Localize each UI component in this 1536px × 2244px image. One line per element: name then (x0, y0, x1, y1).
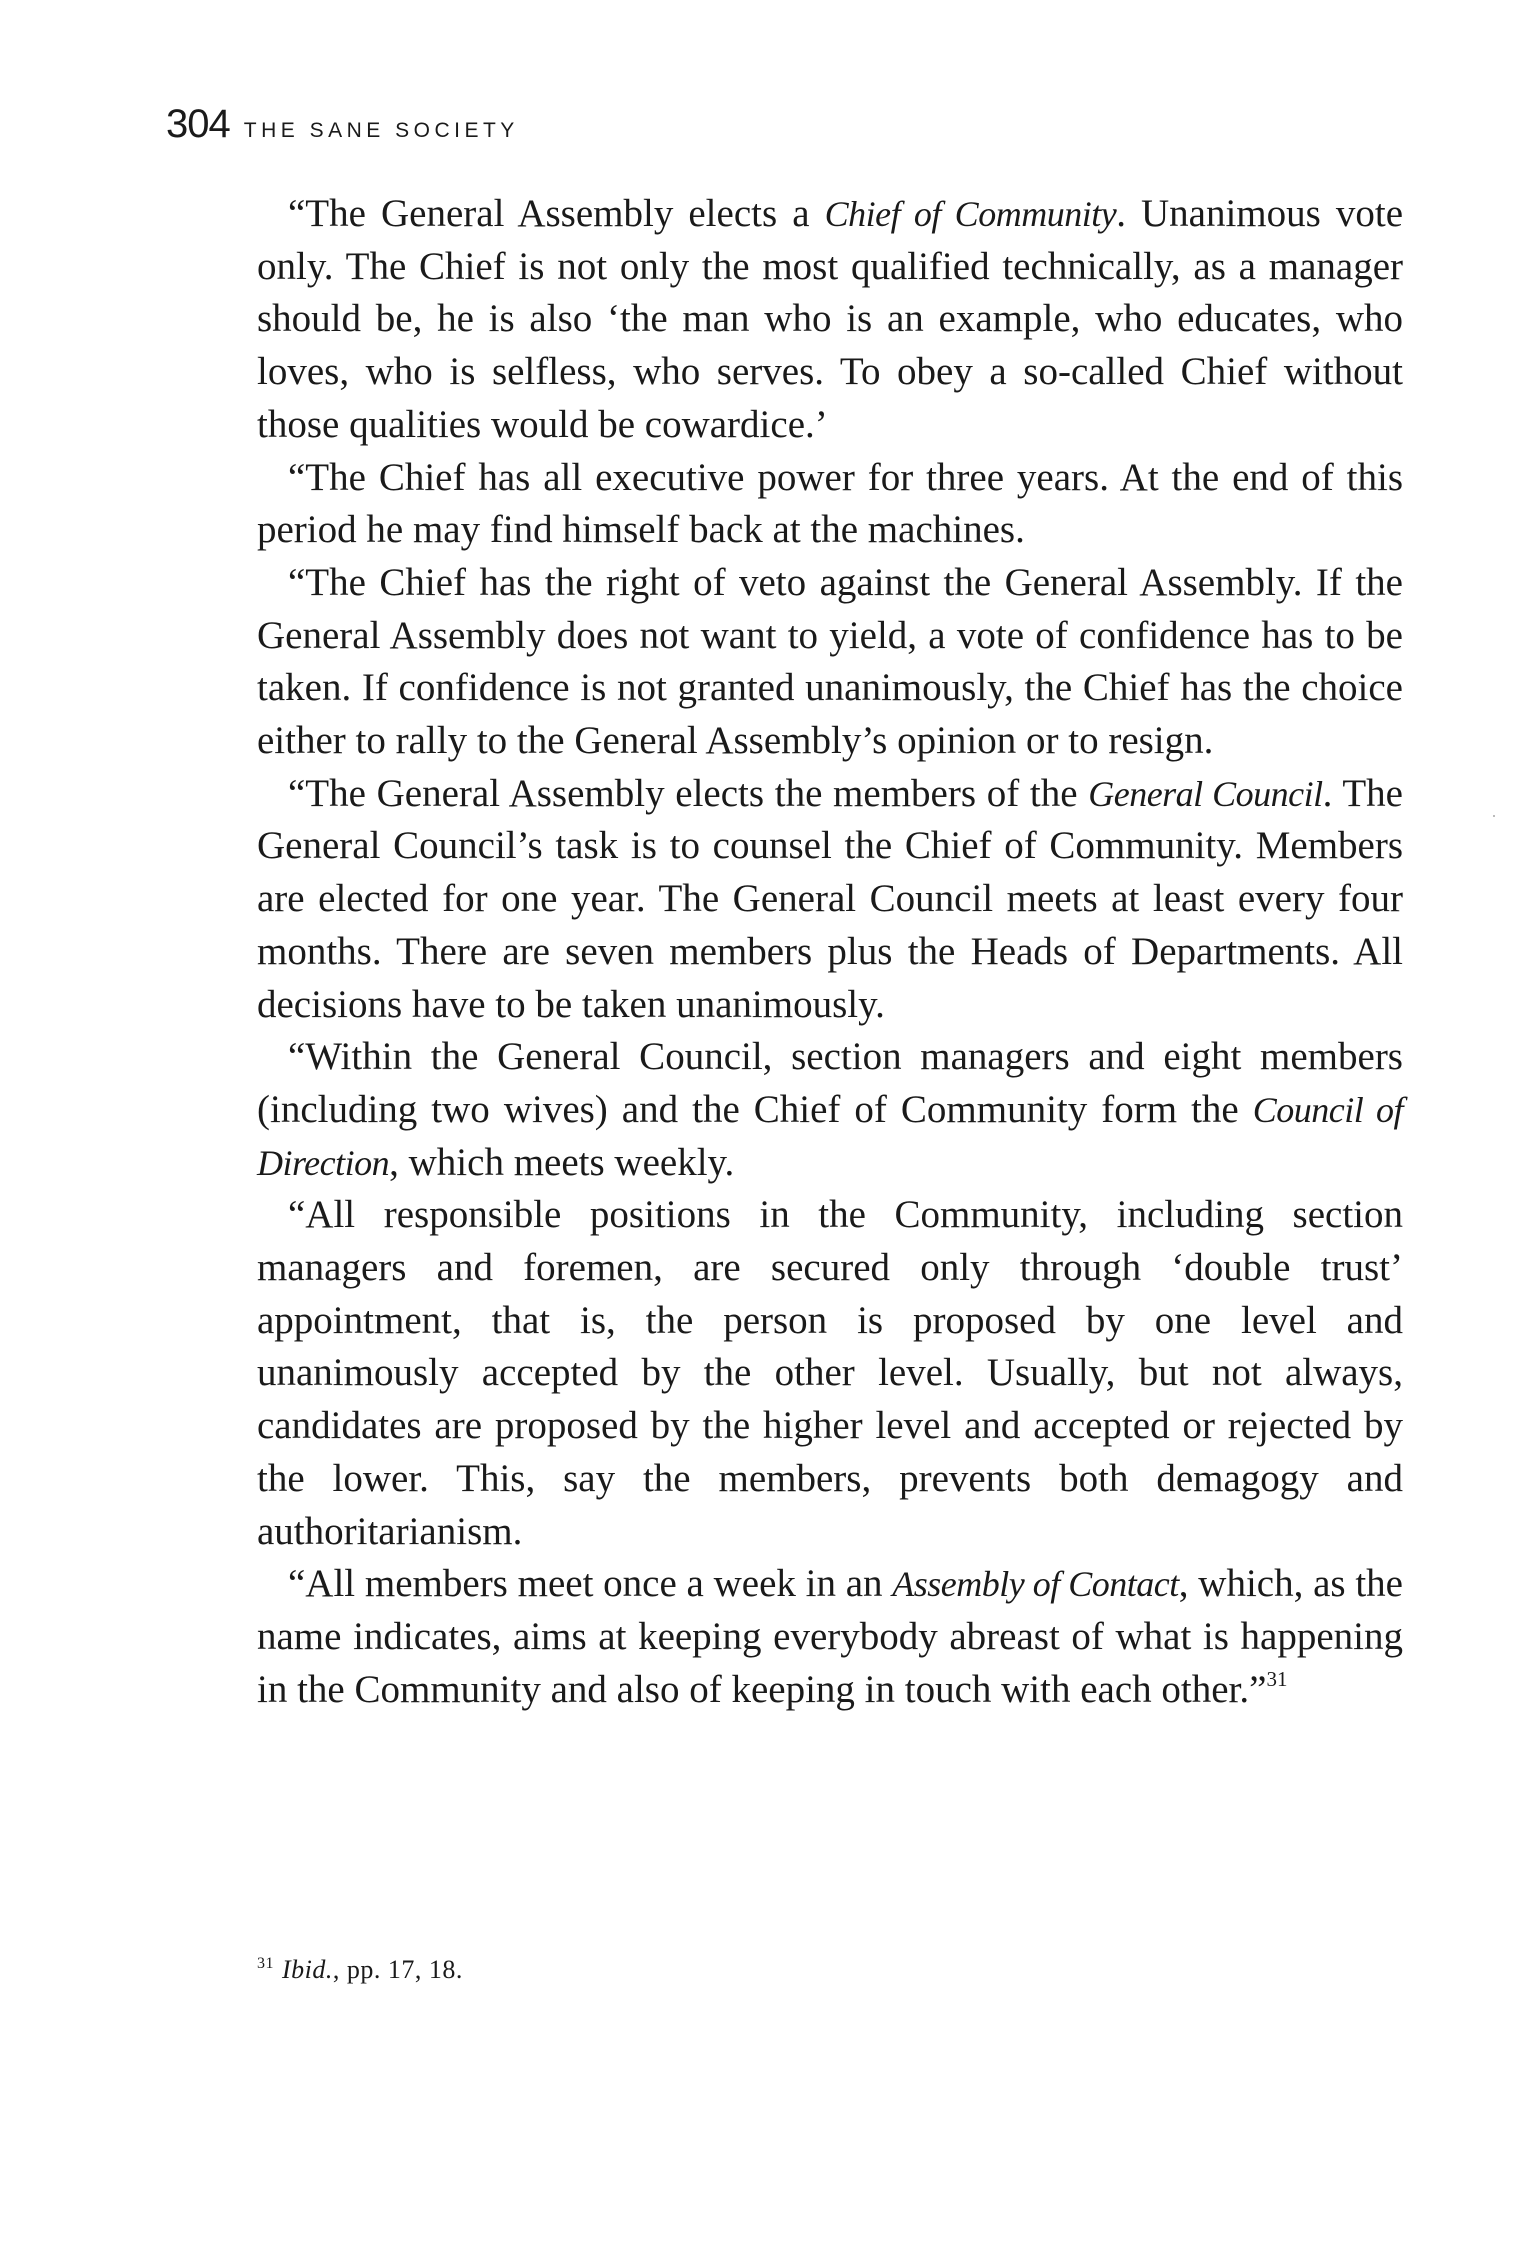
italic-term-assembly-of-contact: Assembly of Contact (892, 1564, 1179, 1605)
text-segment: . Unanimous vote only. The Chief is not only the most qualified technically, as a manager should be, he is also ‘the man who is an example, who educates, who loves, who is selfless, who serves. To obey a so-called Chief without those qualities would be cowardice.’ (257, 192, 1404, 446)
running-head (166, 102, 519, 147)
text-segment: , which meets weekly. (389, 1140, 735, 1184)
footnote-reference[interactable]: 31 (1266, 1666, 1288, 1691)
book-title: THE SANE SOCIETY (243, 119, 519, 142)
text-segment: , which, as the name indicates, aims at keeping everybody abreast of what is happening in the Community and also of keeping in touch with each other.” (257, 1562, 1403, 1711)
text-segment: “All members meet once a week in an (288, 1562, 893, 1606)
scan-speck (1493, 815, 1495, 817)
paragraph-executive-power (257, 452, 1403, 557)
text-segment: “The Chief has all executive power for three years. At the end of this period he may find himself back at the machines. (257, 455, 1403, 552)
footnote-source: Ibid. (282, 1955, 333, 1984)
footnote-marker: 31 (257, 1955, 274, 1972)
text-segment: “The Chief has the right of veto against the General Assembly. If the General Assembly does not want to yield, a vote of confidence has to be taken. If confidence is not granted unanimously, the Chief has the choice either to rally to the General Assembly’s opinion or to resign. (257, 560, 1403, 763)
paragraph-double-trust (257, 1189, 1403, 1558)
paragraph-council-of-direction (257, 1031, 1403, 1189)
body-text (257, 188, 1403, 1721)
paragraph-general-council (257, 768, 1403, 1032)
text-segment: “Within the General Council, section managers and eight members (including two wives) and the Chief of Community form the (257, 1035, 1403, 1131)
text-segment: “The General Assembly elects a (288, 192, 825, 235)
page-number: 304 (166, 102, 230, 146)
paragraph-veto (257, 557, 1403, 768)
footnote-pages: , pp. 17, 18. (332, 1955, 463, 1984)
italic-term-council-of-direction: Council of Direction (257, 1089, 1403, 1183)
text-segment: “All responsible positions in the Community, including section managers and foremen, are secured only through ‘double trust’ appointment, that is, the person is proposed by one level and unanimously accepted by the other level. Usually, but not always, candidates are proposed by the higher level and accepted or rejected by the lower. This, say the members, prevents both demagogy and authoritarianism. (257, 1193, 1403, 1553)
italic-term-chief-of-community: Chief of Community (824, 194, 1117, 234)
paragraph-assembly-of-contact (257, 1558, 1403, 1721)
text-segment: “The General Assembly elects the members of the (288, 771, 1089, 815)
paragraph-chief-of-community (257, 188, 1403, 452)
italic-term-general-council: General Council (1088, 773, 1323, 814)
text-segment: . The General Council’s task is to counsel the Chief of Community. Members are elected for one year. The General Council meets at least every four months. There are seven members plus the Heads of Departments. All decisions have to be taken unanimously. (257, 771, 1403, 1026)
footnote (257, 1955, 463, 1985)
